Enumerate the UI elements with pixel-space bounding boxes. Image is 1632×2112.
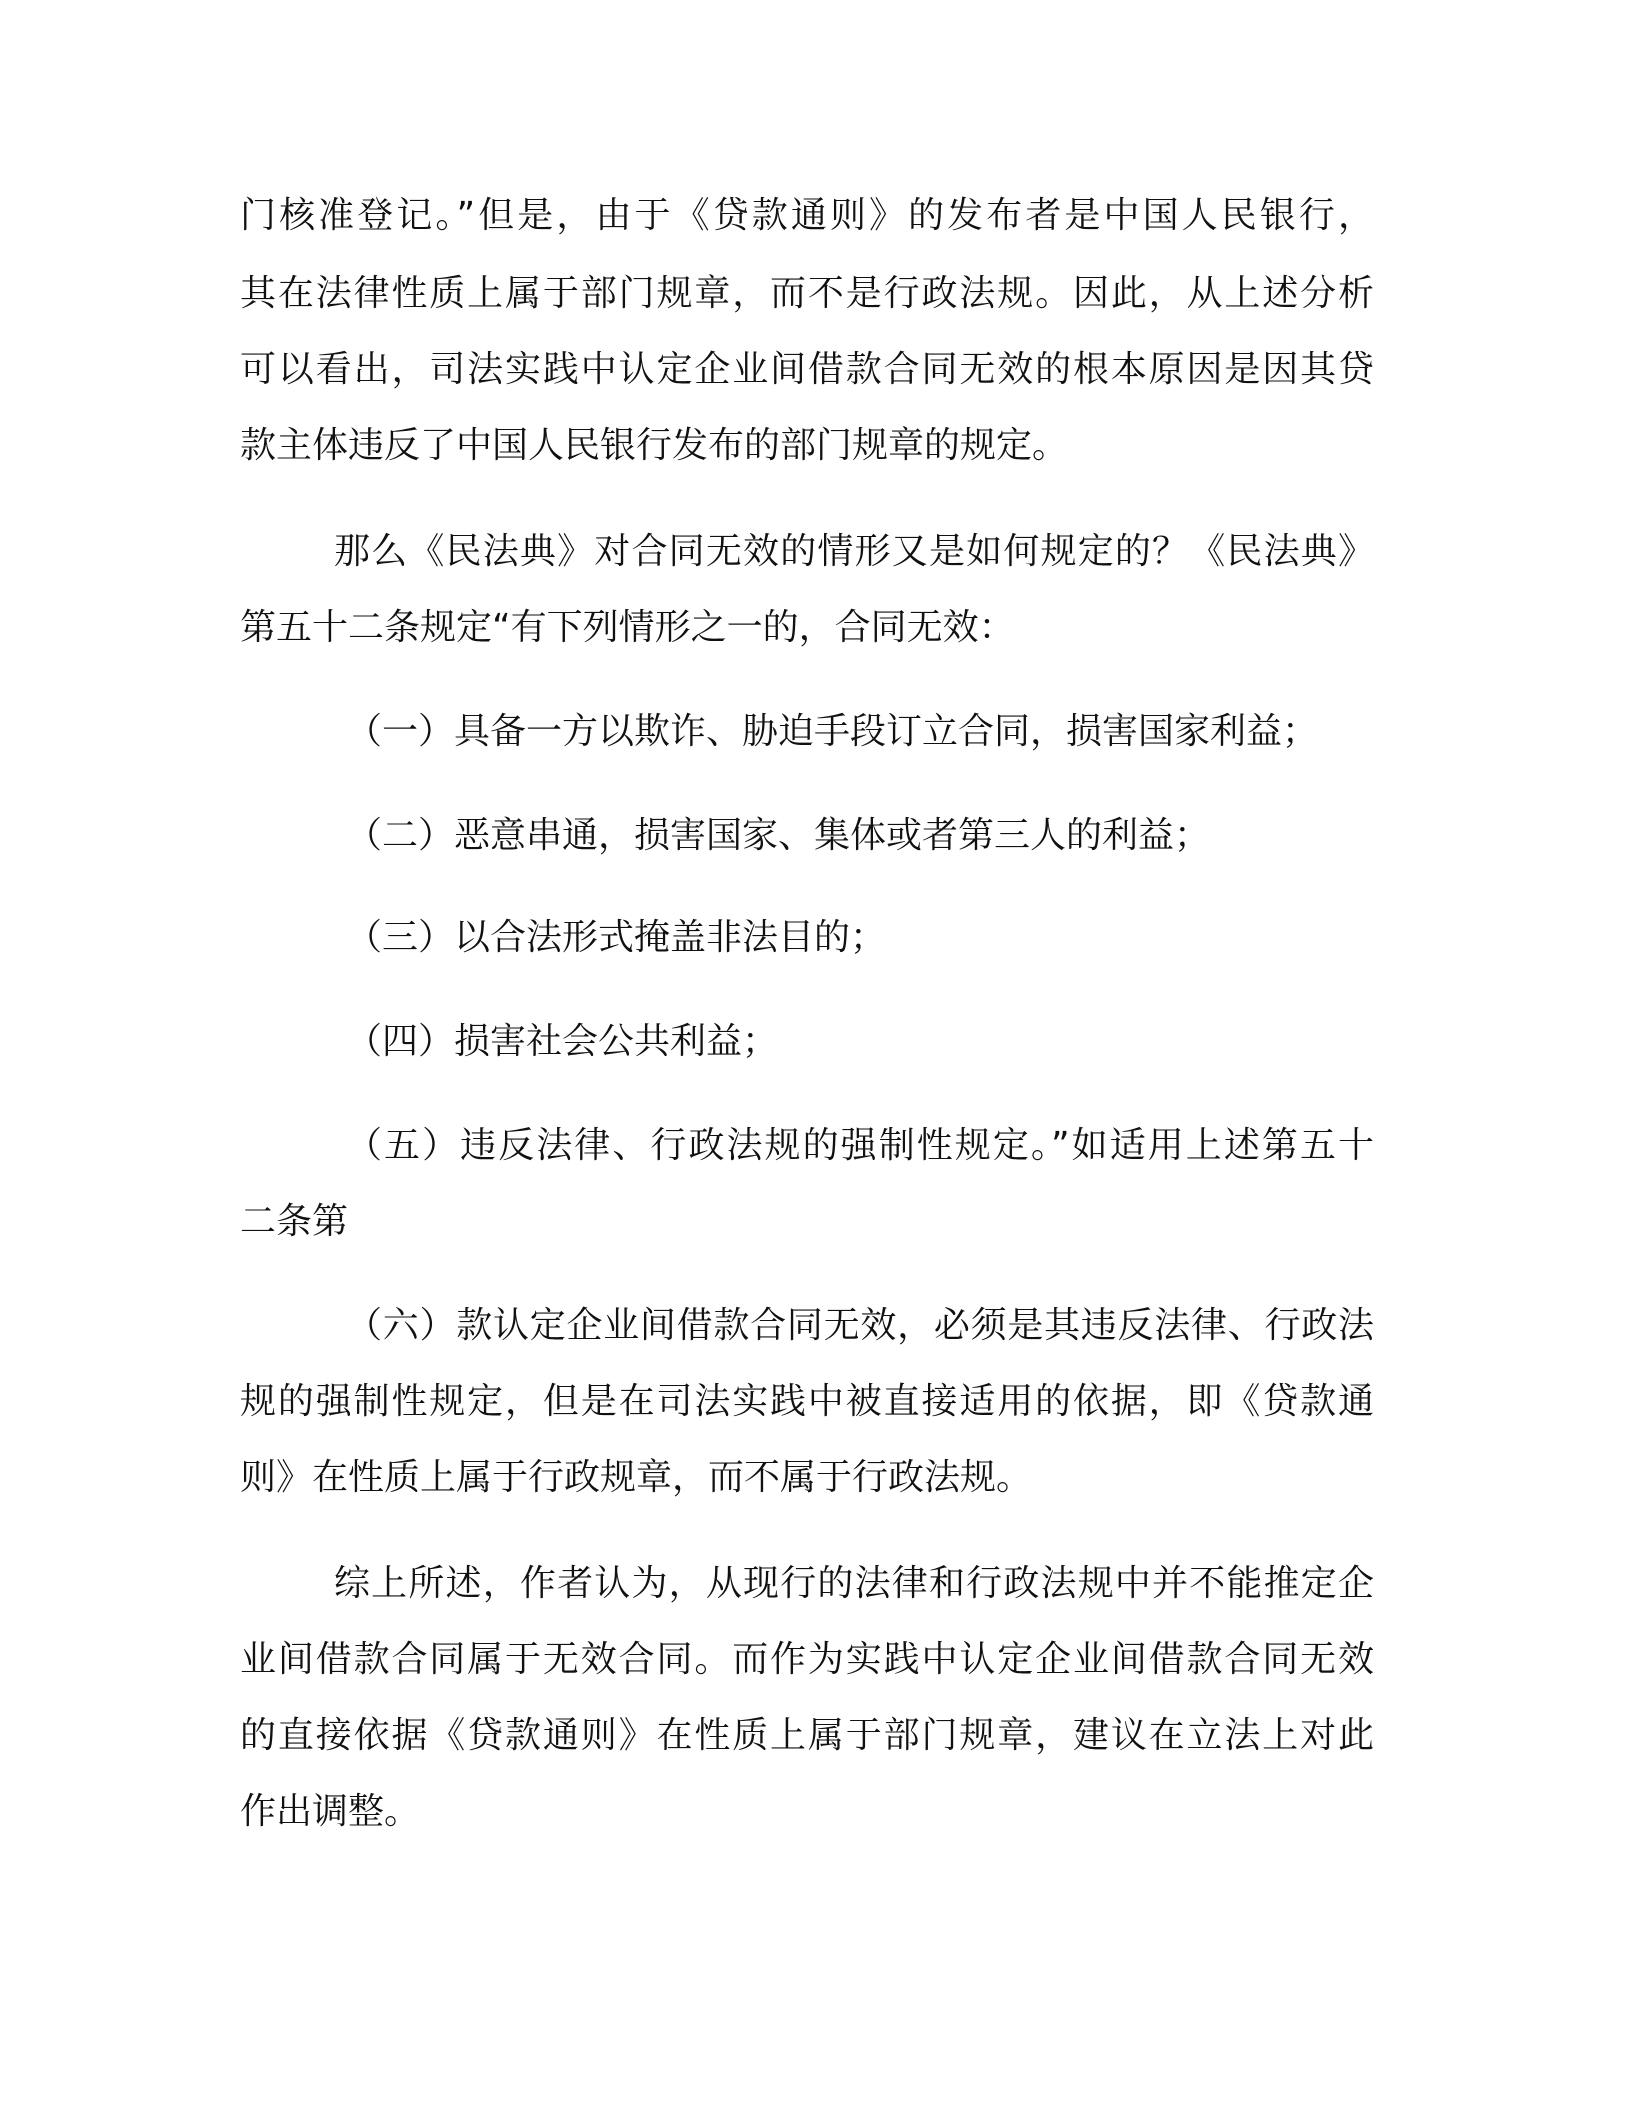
- paragraph-line: 则》在性质上属于行政规章，而不属于行政法规。: [240, 1457, 1033, 1498]
- paragraph-line: 的直接依据《贷款通则》在性质上属于部门规章，建议在立法上对此: [240, 1715, 1374, 1756]
- paragraph-line: 门核准登记。”但是，由于《贷款通则》的发布者是中国人民银行，: [240, 195, 1374, 236]
- list-item: （一）具备一方以欺诈、胁迫手段订立合同，损害国家利益；: [346, 711, 1319, 752]
- paragraph-line: 其在法律性质上属于部门规章，而不是行政法规。因此，从上述分析: [240, 273, 1374, 314]
- paragraph-line: 作出调整。: [240, 1791, 421, 1832]
- paragraph-line: 那么《民法典》对合同无效的情形又是如何规定的？《民法典》: [334, 531, 1374, 572]
- list-item: （六）款认定企业间借款合同无效，必须是其违反法律、行政法: [346, 1305, 1374, 1346]
- paragraph-line: 二条第: [240, 1201, 349, 1242]
- paragraph-line: 第五十二条规定“有下列情形之一的，合同无效：: [240, 607, 1015, 648]
- paragraph-line: 规的强制性规定，但是在司法实践中被直接适用的依据，即《贷款通: [240, 1381, 1374, 1422]
- paragraph-line: 可以看出，司法实践中认定企业间借款合同无效的根本原因是因其贷: [240, 349, 1374, 390]
- paragraph-line: 综上所述，作者认为，从现行的法律和行政法规中并不能推定企: [334, 1563, 1374, 1604]
- list-item: （二）恶意串通，损害国家、集体或者第三人的利益；: [346, 815, 1211, 856]
- paragraph-line: 业间借款合同属于无效合同。而作为实践中认定企业间借款合同无效: [240, 1639, 1374, 1680]
- list-item: （五）违反法律、行政法规的强制性规定。”如适用上述第五十: [346, 1125, 1374, 1166]
- paragraph-line: 款主体违反了中国人民银行发布的部门规章的规定。: [240, 425, 1069, 466]
- list-item: （四）损害社会公共利益；: [346, 1021, 779, 1062]
- list-item: （三）以合法形式掩盖非法目的；: [346, 917, 887, 958]
